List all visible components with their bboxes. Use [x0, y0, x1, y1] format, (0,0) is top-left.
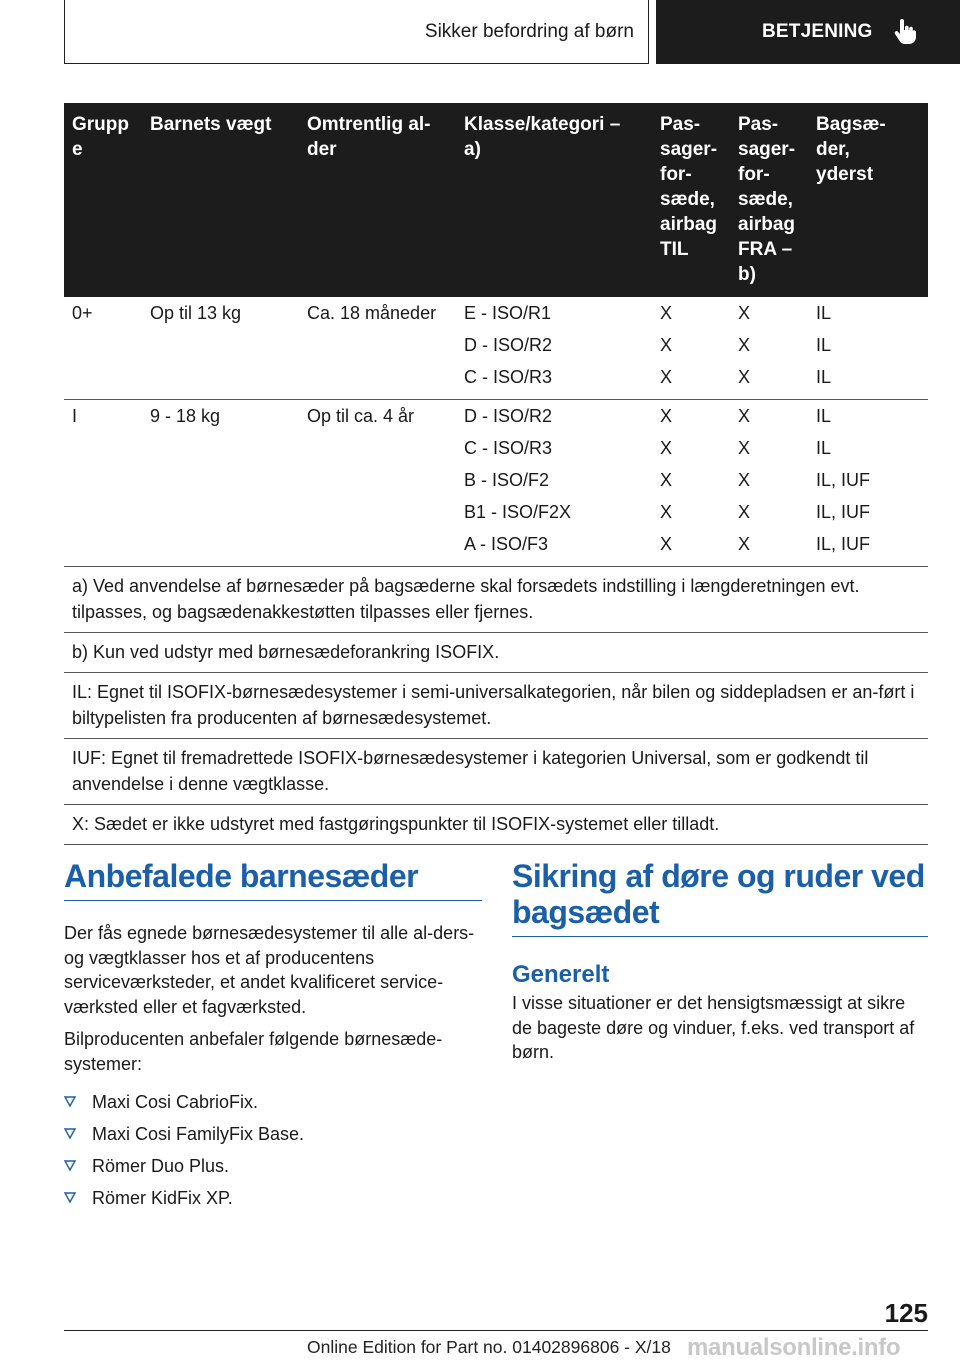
seat-list: [64, 1086, 482, 1214]
header-line: Omtrentlig al-: [307, 114, 431, 135]
header-line: Bagsæ-: [816, 114, 886, 135]
column-header: [64, 103, 142, 297]
cell-text: IL, IUF: [816, 502, 871, 522]
chapter-title: BETJENING: [762, 21, 873, 42]
cell-text: Ca. 18 måneder: [307, 303, 437, 323]
cell-text: IL: [816, 406, 832, 426]
cell-text: X: [660, 303, 673, 323]
list-item-label: Maxi Cosi CabrioFix.: [92, 1092, 259, 1112]
cell-text: 0+: [72, 303, 93, 323]
cell-text: IL: [816, 367, 832, 387]
cell-text: IL: [816, 438, 832, 458]
column-header: [652, 103, 730, 297]
cell-text: X: [660, 534, 673, 554]
page-number: 125: [884, 1298, 928, 1328]
cell-classes: [456, 297, 652, 400]
header-line: TIL: [660, 239, 689, 260]
list-item: [64, 1086, 482, 1118]
cell-text: 9 - 18 kg: [150, 406, 221, 426]
cell-text: X: [660, 367, 673, 387]
recommended-seats-section: [64, 858, 482, 1214]
paragraph: Der fås egnede børnesædesystemer til alle al-ders- og vægtklasser hos et af producentens serviceværksteder, et andet kvalificeret service-værksted eller et fagværksted.: [64, 923, 475, 1017]
cell-text: I: [72, 406, 78, 426]
cell-text: X: [660, 406, 673, 426]
header-line: airbag: [660, 214, 718, 235]
triangle-bullet-icon: [64, 1150, 78, 1182]
header-line: der: [307, 139, 337, 160]
cell-text: X: [738, 534, 751, 554]
cell-text: C - ISO/R3: [464, 438, 553, 458]
header-line: for-: [738, 164, 770, 185]
table-note: a) Ved anvendelse af børnesæder på bagsæderne skal forsædets indstilling i længderetningen evt. tilpasses, og bagsædenakkestøtten tilpasses eller fjernes.: [64, 567, 928, 633]
cell-age: [299, 297, 456, 400]
section-title-box: [64, 0, 649, 64]
door-lock-section: [512, 858, 928, 1065]
cell-airbag_on: [652, 400, 730, 567]
cell-text: IL, IUF: [816, 470, 871, 490]
table-note-row: [64, 739, 928, 805]
cell-text: X: [738, 406, 751, 426]
cell-age: [299, 400, 456, 567]
cell-text: Op til ca. 4 år: [307, 406, 415, 426]
column-header: [456, 103, 652, 297]
table-note-row: [64, 805, 928, 845]
header-line: Klasse/kategori –: [464, 114, 621, 135]
column-header: [808, 103, 928, 297]
cell-text: X: [738, 335, 751, 355]
cell-text: C - ISO/R3: [464, 367, 553, 387]
cell-classes: [456, 400, 652, 567]
list-item-label: Maxi Cosi FamilyFix Base.: [92, 1124, 305, 1144]
header-line: sæde,: [738, 189, 793, 210]
header-line: b): [738, 264, 756, 285]
table-row: [64, 297, 928, 400]
table-note: IUF: Egnet til fremadrettede ISOFIX-børnesædesystemer i kategorien Universal, som er godkendt til anvendelse i denne vægtklasse.: [64, 739, 928, 805]
list-item: [64, 1150, 482, 1182]
cell-text: X: [738, 470, 751, 490]
cell-text: D - ISO/R2: [464, 406, 553, 426]
cell-text: X: [738, 438, 751, 458]
cell-group: [64, 400, 142, 567]
cell-airbag_off: [730, 297, 808, 400]
table-row: [64, 400, 928, 567]
triangle-bullet-icon: [64, 1182, 78, 1214]
table-note: IL: Egnet til ISOFIX-børnesædesystemer i semi-universalkategorien, når bilen og siddepladsen er an-ført i biltypelisten fra producenten af børnesædesystemet.: [64, 673, 928, 739]
cell-text: E - ISO/R1: [464, 303, 552, 323]
header-line: yderst: [816, 164, 874, 185]
subheading: Generelt: [512, 961, 610, 988]
cell-text: X: [738, 502, 751, 522]
cell-text: D - ISO/R2: [464, 335, 553, 355]
column-header: [730, 103, 808, 297]
table-note-row: [64, 633, 928, 673]
table-header-row: [64, 103, 928, 297]
section-title: Sikker befordring af børn: [424, 20, 634, 42]
watermark: manualsonline.info: [687, 1334, 901, 1361]
table-note-row: [64, 567, 928, 633]
column-header: [299, 103, 456, 297]
hand-pointer-icon: [893, 19, 917, 45]
header-line: Grupp: [72, 114, 129, 135]
cell-text: IL, IUF: [816, 534, 871, 554]
cell-text: X: [660, 502, 673, 522]
table-note: X: Sædet er ikke udstyret med fastgøringspunkter til ISOFIX-systemet eller tilladt.: [64, 805, 928, 845]
header-line: sager-: [660, 139, 718, 160]
chapter-tab: [656, 0, 960, 64]
header-line: FRA –: [738, 239, 793, 260]
table-note-row: [64, 673, 928, 739]
cell-weight: [142, 297, 299, 400]
header-line: airbag: [738, 214, 796, 235]
cell-group: [64, 297, 142, 400]
triangle-bullet-icon: [64, 1086, 78, 1118]
header-line: Pas-: [738, 114, 779, 135]
header-line: sæde,: [660, 189, 715, 210]
header-line: for-: [660, 164, 692, 185]
footer-divider: [64, 1330, 928, 1331]
column-header: [142, 103, 299, 297]
cell-text: B - ISO/F2: [464, 470, 550, 490]
child-seat-table: [64, 103, 928, 845]
cell-text: X: [660, 335, 673, 355]
edition-text: Online Edition for Part no. 01402896806 - X/18: [307, 1337, 671, 1357]
header-line: sager-: [738, 139, 796, 160]
cell-airbag_on: [652, 297, 730, 400]
paragraph: I visse situationer er det hensigtsmæssigt at sikre de bageste døre og vinduer, f.eks. ved transport af børn.: [512, 993, 915, 1062]
header-line: der,: [816, 139, 850, 160]
cell-text: Op til 13 kg: [150, 303, 242, 323]
cell-text: IL: [816, 335, 832, 355]
cell-text: X: [738, 367, 751, 387]
list-item: [64, 1182, 482, 1214]
header-line: Barnets vægt: [150, 114, 272, 135]
list-item: [64, 1118, 482, 1150]
cell-rear: [808, 400, 928, 567]
section-heading: Anbefalede barnesæder: [64, 858, 482, 901]
header-line: e: [72, 139, 83, 160]
header-line: Pas-: [660, 114, 701, 135]
paragraph: Bilproducenten anbefaler følgende børnesæde-systemer:: [64, 1029, 443, 1074]
table-note: b) Kun ved udstyr med børnesædeforankring ISOFIX.: [64, 633, 928, 673]
cell-text: B1 - ISO/F2X: [464, 502, 572, 522]
cell-text: A - ISO/F3: [464, 534, 549, 554]
cell-weight: [142, 400, 299, 567]
cell-text: X: [660, 438, 673, 458]
cell-rear: [808, 297, 928, 400]
cell-text: X: [738, 303, 751, 323]
cell-text: IL: [816, 303, 832, 323]
list-item-label: Römer KidFix XP.: [92, 1188, 233, 1208]
header-line: a): [464, 139, 481, 160]
triangle-bullet-icon: [64, 1118, 78, 1150]
section-heading: Sikring af døre og ruder ved bagsædet: [512, 858, 928, 937]
list-item-label: Römer Duo Plus.: [92, 1156, 230, 1176]
cell-text: X: [660, 470, 673, 490]
cell-airbag_off: [730, 400, 808, 567]
